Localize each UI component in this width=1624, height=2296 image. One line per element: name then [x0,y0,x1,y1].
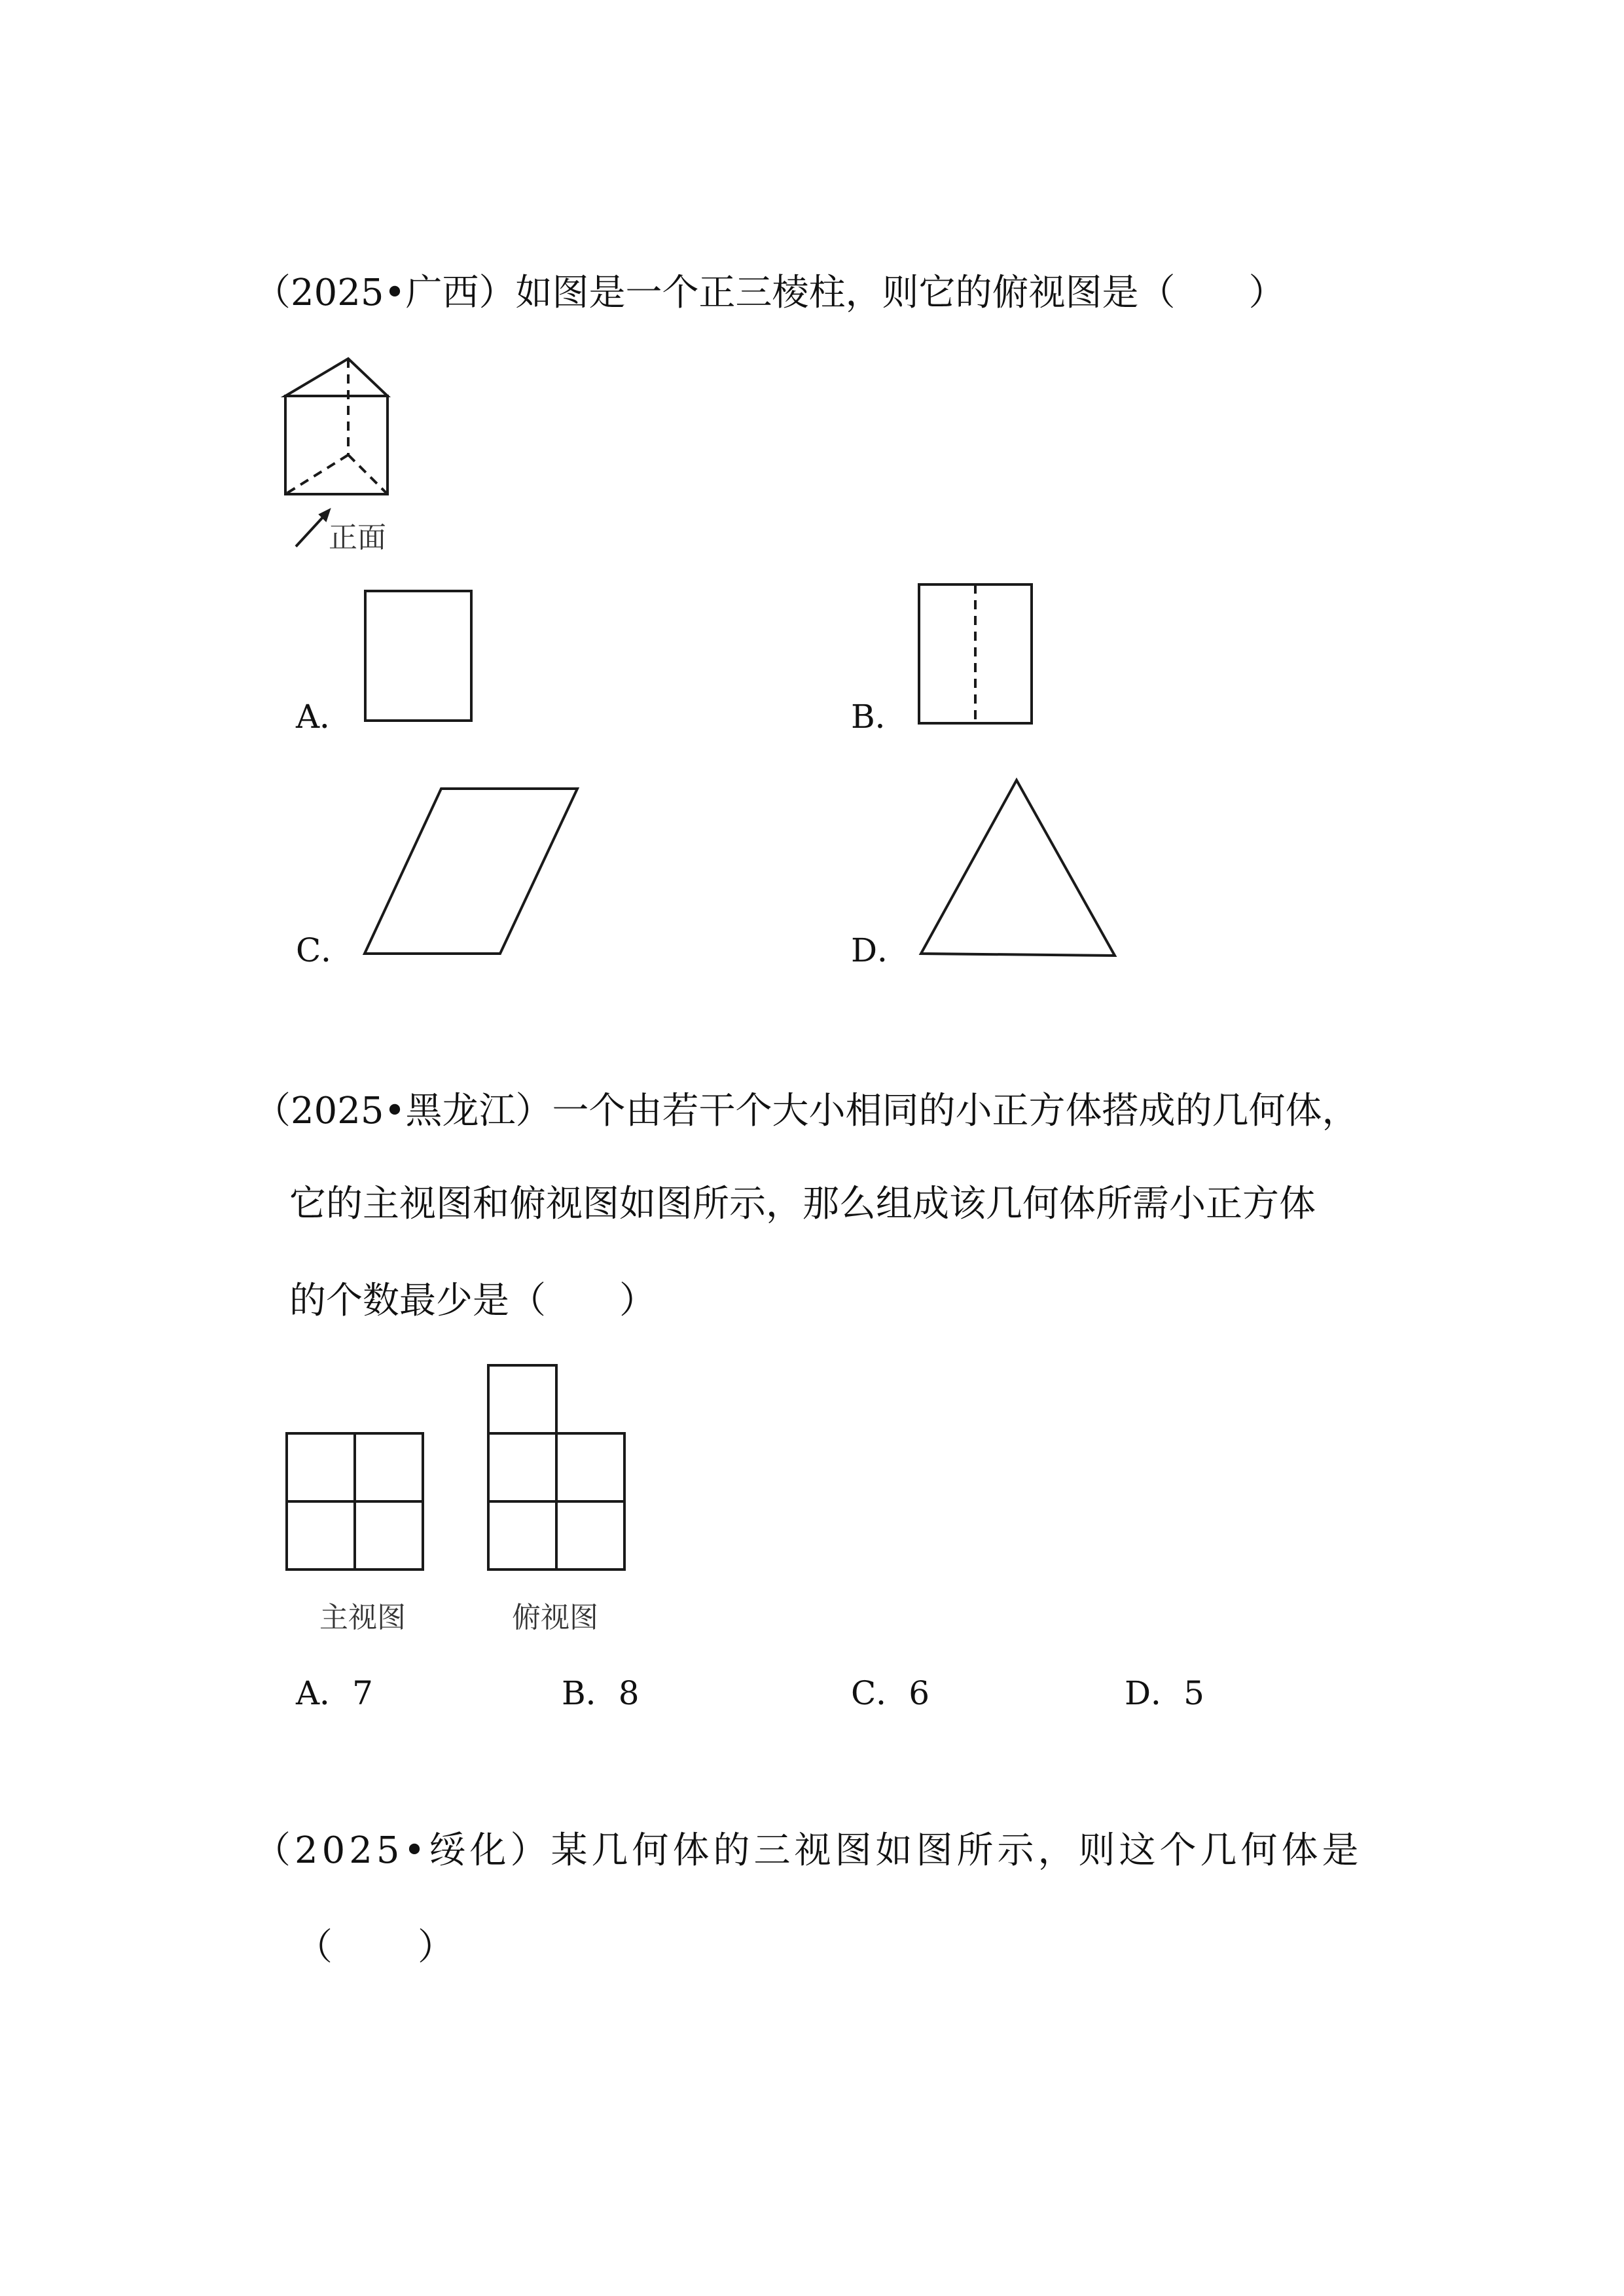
q2-option-b: B．8 [562,1674,640,1712]
q2-stem-line1: （2025•黑龙江）一个由若干个大小相同的小正方体搭成的几何体， [254,1090,1359,1132]
q3-stem-line1: （2025•绥化）某几何体的三视图如图所示，则这个几何体是 [254,1829,1363,1872]
q1-option-a-label: A． [296,698,353,736]
front-direction-label: 正面 [329,521,386,554]
front-view-label: 主视图 [319,1601,406,1634]
q2-option-d: D．5 [1125,1674,1204,1712]
q1-option-d-label: D． [851,931,911,969]
q2-option-a: A．7 [296,1674,373,1712]
q1-option-b-label: B． [851,698,908,736]
q2-option-c: C．6 [851,1674,930,1712]
q3-stem-line2: （ ） [296,1926,458,1969]
q2-stem-line2: 它的主视图和俯视图如图所示，那么组成该几何体所需小正方体 [289,1183,1316,1225]
q1-option-c-label: C． [296,931,354,969]
q2-stem-line3: 的个数最少是（ ） [289,1280,656,1322]
q1-stem: （2025•广西）如图是一个正三棱柱，则它的俯视图是（ ） [254,272,1286,314]
top-view-label: 俯视图 [512,1601,598,1634]
